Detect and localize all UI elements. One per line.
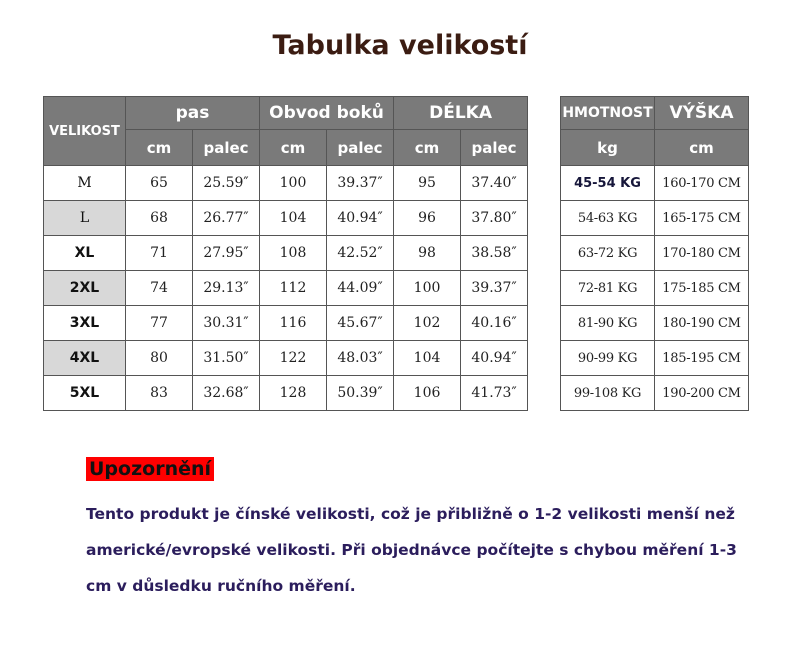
size-label: 5XL — [44, 376, 126, 411]
weight-cell: 90-99 KG — [561, 341, 655, 376]
notice-line: Tento produkt je čínské velikosti, což je přibližně o 1-2 velikosti menší než — [86, 505, 735, 523]
height-cell: 165-175 CM — [655, 201, 749, 236]
unit-header: kg — [561, 130, 655, 166]
table-cell: 30.31″ — [193, 306, 260, 341]
unit-header: cm — [126, 130, 193, 166]
unit-header: palec — [327, 130, 394, 166]
table-cell: 98 — [394, 236, 461, 271]
table-cell: 50.39″ — [327, 376, 394, 411]
unit-header: palec — [193, 130, 260, 166]
table-cell: 68 — [126, 201, 193, 236]
length-header: DÉLKA — [394, 97, 528, 130]
table-row — [44, 201, 528, 236]
size-label: 3XL — [44, 306, 126, 341]
weight-height-table — [560, 96, 749, 411]
table-cell: 100 — [394, 271, 461, 306]
table-cell: 102 — [394, 306, 461, 341]
table-cell: 38.58″ — [461, 236, 528, 271]
table-row — [561, 236, 749, 271]
table-cell: 77 — [126, 306, 193, 341]
table-cell: 37.80″ — [461, 201, 528, 236]
height-cell: 160-170 CM — [655, 166, 749, 201]
weight-cell: 54-63 KG — [561, 201, 655, 236]
table-cell: 83 — [126, 376, 193, 411]
weight-cell: 81-90 KG — [561, 306, 655, 341]
height-cell: 180-190 CM — [655, 306, 749, 341]
table-cell: 104 — [394, 341, 461, 376]
table-row — [44, 376, 528, 411]
table-row — [561, 166, 749, 201]
table-cell: 25.59″ — [193, 166, 260, 201]
table-row — [561, 306, 749, 341]
table-row — [44, 166, 528, 201]
table-row — [44, 341, 528, 376]
height-cell: 170-180 CM — [655, 236, 749, 271]
table-cell: 106 — [394, 376, 461, 411]
table-cell: 45.67″ — [327, 306, 394, 341]
table-row — [44, 271, 528, 306]
table-cell: 104 — [260, 201, 327, 236]
height-cell: 175-185 CM — [655, 271, 749, 306]
table-cell: 39.37″ — [461, 271, 528, 306]
notice-line: americké/evropské velikosti. Při objednávce počítejte s chybou měření 1-3 — [86, 541, 737, 559]
unit-header: cm — [260, 130, 327, 166]
size-label: L — [44, 201, 126, 236]
table-cell: 26.77″ — [193, 201, 260, 236]
size-label: 4XL — [44, 341, 126, 376]
weight-cell: 45-54 KG — [561, 166, 655, 201]
table-cell: 40.94″ — [461, 341, 528, 376]
hip-header: Obvod boků — [260, 97, 394, 130]
table-cell: 116 — [260, 306, 327, 341]
table-cell: 39.37″ — [327, 166, 394, 201]
weight-cell: 72-81 KG — [561, 271, 655, 306]
size-label: XL — [44, 236, 126, 271]
table-row — [561, 341, 749, 376]
table-cell: 40.94″ — [327, 201, 394, 236]
table-cell: 29.13″ — [193, 271, 260, 306]
table-cell: 100 — [260, 166, 327, 201]
height-cell: 185-195 CM — [655, 341, 749, 376]
table-cell: 48.03″ — [327, 341, 394, 376]
notice-line: cm v důsledku ručního měření. — [86, 577, 356, 595]
height-header: VÝŠKA — [655, 97, 749, 130]
table-cell: 112 — [260, 271, 327, 306]
page-title: Tabulka velikostí — [272, 30, 528, 61]
table-cell: 122 — [260, 341, 327, 376]
notice-text — [86, 496, 746, 604]
table-row — [561, 201, 749, 236]
table-row — [561, 271, 749, 306]
table-cell: 32.68″ — [193, 376, 260, 411]
table-cell: 96 — [394, 201, 461, 236]
size-label: M — [44, 166, 126, 201]
table-cell: 42.52″ — [327, 236, 394, 271]
waist-header: pas — [126, 97, 260, 130]
notice-heading: Upozornění — [86, 457, 214, 481]
table-cell: 65 — [126, 166, 193, 201]
table-cell: 108 — [260, 236, 327, 271]
size-table — [43, 96, 528, 411]
table-cell: 74 — [126, 271, 193, 306]
table-cell: 71 — [126, 236, 193, 271]
weight-cell: 63-72 KG — [561, 236, 655, 271]
table-cell: 40.16″ — [461, 306, 528, 341]
height-cell: 190-200 CM — [655, 376, 749, 411]
table-cell: 27.95″ — [193, 236, 260, 271]
weight-header: HMOTNOST — [561, 97, 655, 130]
table-cell: 41.73″ — [461, 376, 528, 411]
weight-cell: 99-108 KG — [561, 376, 655, 411]
table-cell: 44.09″ — [327, 271, 394, 306]
unit-header: palec — [461, 130, 528, 166]
table-row — [44, 236, 528, 271]
table-cell: 80 — [126, 341, 193, 376]
table-row — [561, 376, 749, 411]
unit-header: cm — [394, 130, 461, 166]
size-label: 2XL — [44, 271, 126, 306]
table-cell: 31.50″ — [193, 341, 260, 376]
table-cell: 95 — [394, 166, 461, 201]
table-cell: 128 — [260, 376, 327, 411]
size-column-header: VELIKOST — [44, 97, 126, 166]
unit-header: cm — [655, 130, 749, 166]
table-row — [44, 306, 528, 341]
table-cell: 37.40″ — [461, 166, 528, 201]
